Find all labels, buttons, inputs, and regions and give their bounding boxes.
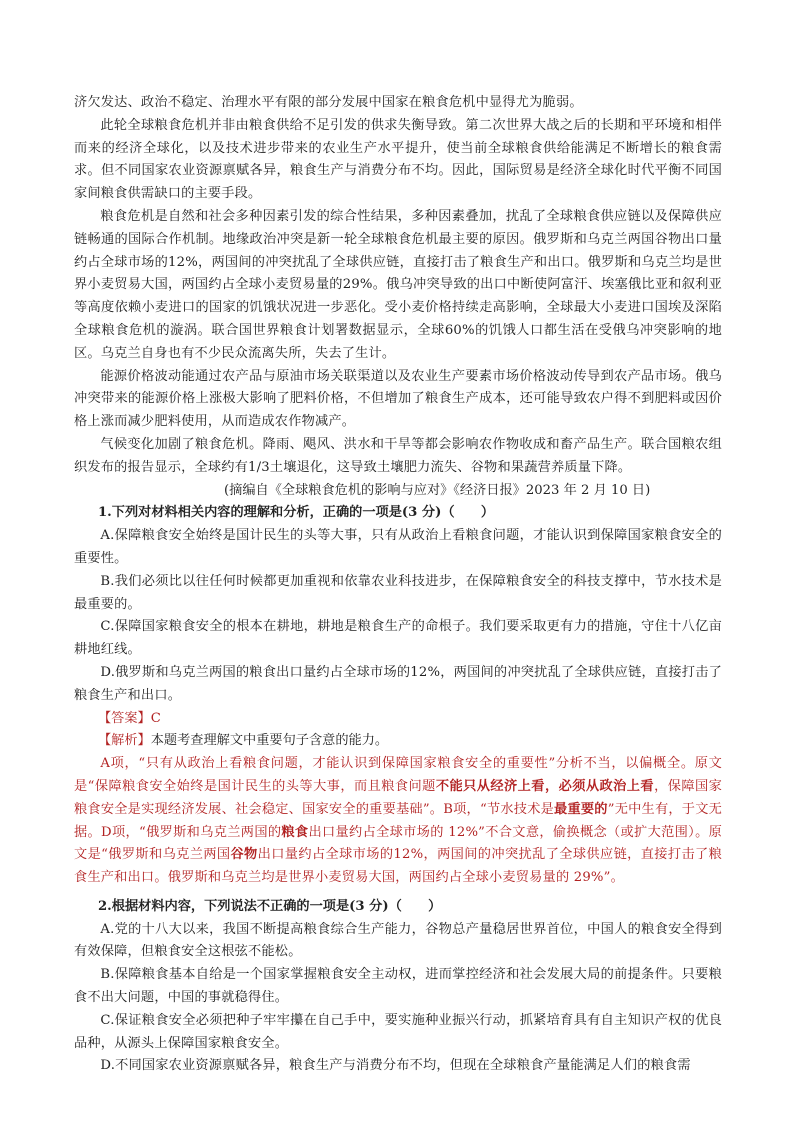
article-paragraph: 能源价格波动能通过农产品与原油市场关联渠道以及农业生产要素市场价格波动传导到农产品市场。俄乌冲突带来的能源价格上涨极大影响了肥料价格，不但增加了粮食生产成本，还可能导致农户得不到肥料或因价格上涨而减少肥料使用，从而造成农作物减产。	[74, 368, 722, 430]
analysis-text: ”无中生有，于文无据。D项，“俄罗斯和乌克兰两国的	[74, 801, 722, 840]
article-source: (摘编自《全球粮食危机的影响与应对》《经济日报》2023 年 2 月 10 日)	[224, 482, 651, 498]
analysis-text: A项，“只有从政治上看粮食问题，才能认识到保障国家粮食安全的重要性”分析不当，以偏概全。原文是“保障粮食安全始终是国计民生的头等大事，而且粮食问题	[74, 756, 722, 794]
question-1-option-d: D.俄罗斯和乌克兰两国的粮食出口量约占全球市场的12%，两国间的冲突扰乱了全球供应链，直接打击了粮食生产和出口。	[74, 664, 722, 703]
analysis-text: 出口量约占全球市场的12%，两国间的冲突扰乱了全球供应链，直接打击了粮食生产和出口。俄罗斯和乌克兰均是世界小麦贸易大国，两国约占全球小麦贸易量的 29%”。	[74, 847, 722, 886]
article-paragraph: 此轮全球粮食危机并非由粮食供给不足引发的供求失衡导致。第二次世界大战之后的长期和平环境和相伴而来的经济全球化，以及技术进步带来的农业生产水平提升，使当前全球粮食供给能满足不断增长的粮食需求。但不同国家农业资源禀赋各异，粮食生产与消费分布不均。因此，国际贸易是经济全球化时代平衡不同国家间粮食供需缺口的主要手段。	[74, 117, 722, 202]
article-paragraph: 济欠发达、政治不稳定、治理水平有限的部分发展中国家在粮食危机中显得尤为脆弱。	[74, 95, 583, 110]
question-1-option-c: C.保障国家粮食安全的根本在耕地，耕地是粮食生产的命根子。我们要采取更有力的措施，守住十八亿亩耕地红线。	[74, 619, 722, 658]
analysis-label: 【解析】	[98, 733, 151, 749]
answer-value: C	[150, 710, 161, 726]
analysis-emphasis: 不能只从经济上看，必须从政治上看	[435, 778, 655, 794]
question-2-option-a: A.党的十八大以来，我国不断提高粮食综合生产能力，谷物总产量稳居世界首位，中国人的粮食安全得到有效保障，但粮食安全这根弦不能松。	[74, 921, 722, 960]
question-2-option-d: D.不同国家农业资源禀赋各异，粮食生产与消费分布不均，但现在全球粮食产量能满足人们的粮食需	[100, 1058, 691, 1074]
article-paragraph: 气候变化加剧了粮食危机。降雨、飓风、洪水和干旱等都会影响农作物收成和畜产品生产。联合国粮农组织发布的报告显示，全球约有1/3土壤退化，这导致土壤肥力流失、谷物和果蔬营养质量下降。	[74, 436, 722, 475]
question-1-analysis	[74, 753, 722, 890]
analysis-emphasis: 粮食	[281, 824, 309, 840]
question-2-option-c: C.保证粮食安全必须把种子牢牢攥在自己手中，要实施种业振兴行动，抓紧培育具有自主知识产权的优良品种，从源头上保障国家粮食安全。	[74, 1012, 722, 1051]
question-1-title: 1.下列对材料相关内容的理解和分析，正确的一项是(3 分)（ ）	[98, 505, 495, 521]
analysis-intro: 本题考查理解文中重要句子含意的能力。	[150, 733, 389, 749]
analysis-text: 出口量约占全球市场的 12%”不合文意，偷换概念（或扩大范围）。原文是“俄罗斯和乌克兰两国	[74, 824, 723, 863]
question-2-title: 2.根据材料内容，下列说法不正确的一项是(3 分)（ ）	[98, 898, 442, 914]
question-1-analysis-header	[74, 730, 722, 753]
question-1-option-a: A.保障粮食安全始终是国计民生的头等大事，只有从政治上看粮食问题，才能认识到保障国家粮食安全的重要性。	[74, 528, 722, 566]
question-1-answer	[74, 708, 722, 731]
analysis-emphasis: 最重要的	[554, 801, 608, 817]
analysis-text: ，保障国家粮食安全是实现经济发展、社会稳定、国家安全的重要基础”。B项，“节水技术是	[74, 778, 723, 817]
answer-label: 【答案】	[98, 710, 151, 726]
article-paragraph: 粮食危机是自然和社会多种因素引发的综合性结果，多种因素叠加，扰乱了全球粮食供应链以及保障供应链畅通的国际合作机制。地缘政治冲突是新一轮全球粮食危机最主要的原因。俄罗斯和乌克兰两国谷物出口量约占全球市场的12%，两国间的冲突扰乱了全球供应链，直接打击了粮食生产和出口。俄罗斯和乌克兰均是世界小麦贸易大国，两国约占全球小麦贸易量的29%。俄乌冲突导致的出口中断使阿富汗、埃塞俄比亚和叙利亚等高度依赖小麦进口的国家的饥饿状况进一步恶化。受小麦价格持续走高影响，全球最大小麦进口国埃及深陷全球粮食危机的漩涡。联合国世界粮食计划署数据显示，全球60%的饥饿人口都生活在受俄乌冲突影响的地区。乌克兰自身也有不少民众流离失所，失去了生计。	[74, 208, 722, 361]
question-1-option-b: B.我们必须比以往任何时候都更加重视和依靠农业科技进步，在保障粮食安全的科技支撑中，节水技术是最重要的。	[74, 573, 722, 612]
question-2-option-b: B.保障粮食基本自给是一个国家掌握粮食安全主动权，进而掌控经济和社会发展大局的前提条件。只要粮食不出大问题，中国的事就稳得住。	[74, 967, 722, 1006]
analysis-emphasis: 谷物	[230, 847, 258, 863]
